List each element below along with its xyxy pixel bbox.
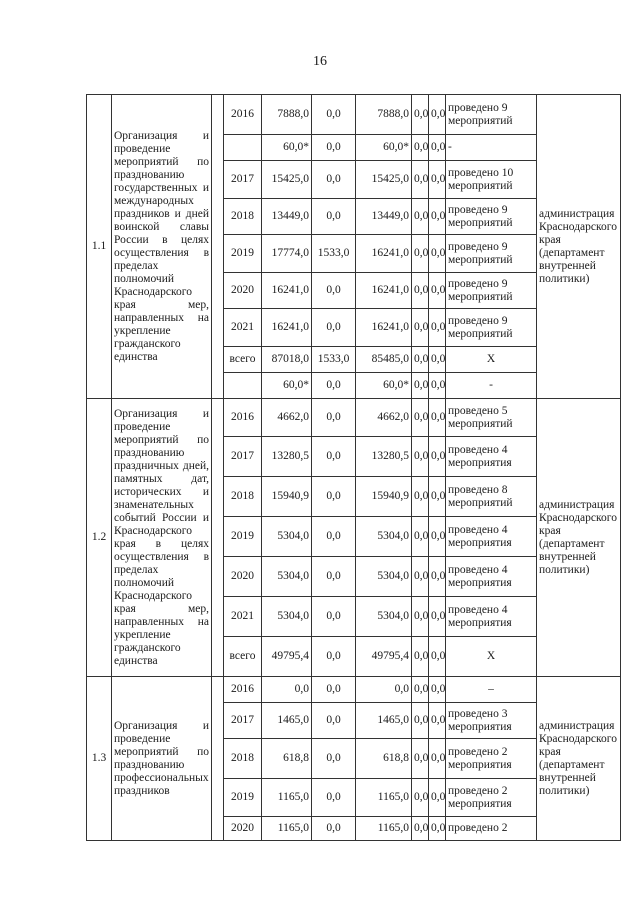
local-budget-cell: 0,0 [412,235,429,273]
federal-budget-cell: 0,0 [312,309,356,347]
federal-budget-cell: 0,0 [312,437,356,477]
year-cell: 2016 [224,399,262,437]
result-cell: проведено 10 мероприятий [446,161,537,199]
local-budget-cell: 0,0 [412,779,429,817]
regional-budget-cell: 16241,0 [356,235,412,273]
year-cell: 2017 [224,161,262,199]
result-cell: X [446,637,537,677]
result-cell: проведено 3 мероприятия [446,703,537,739]
local-budget-cell: 0,0 [412,557,429,597]
total-cell: 17774,0 [262,235,312,273]
result-cell: – [446,677,537,703]
federal-budget-cell: 0,0 [312,273,356,309]
local-budget-cell: 0,0 [412,199,429,235]
result-cell: проведено 5 мероприятий [446,399,537,437]
extra-budget-cell: 0,0 [429,597,446,637]
federal-budget-cell: 0,0 [312,779,356,817]
federal-budget-cell: 0,0 [312,817,356,841]
year-cell: 2020 [224,557,262,597]
federal-budget-cell: 0,0 [312,597,356,637]
regional-budget-cell: 13449,0 [356,199,412,235]
total-cell: 7888,0 [262,95,312,135]
year-cell: всего [224,347,262,373]
table-row [87,95,621,135]
regional-budget-cell: 1165,0 [356,779,412,817]
total-cell: 16241,0 [262,309,312,347]
year-cell: 2021 [224,597,262,637]
local-budget-cell: 0,0 [412,273,429,309]
federal-budget-cell: 0,0 [312,373,356,399]
regional-budget-cell: 49795,4 [356,637,412,677]
extra-budget-cell: 0,0 [429,235,446,273]
federal-budget-cell: 0,0 [312,95,356,135]
result-cell: проведено 9 мероприятий [446,95,537,135]
year-cell: 2017 [224,437,262,477]
result-cell: проведено 4 мероприятия [446,437,537,477]
column-separator [212,95,224,399]
federal-budget-cell: 0,0 [312,199,356,235]
local-budget-cell: 0,0 [412,437,429,477]
total-cell: 1165,0 [262,817,312,841]
result-cell: проведено 8 мероприятий [446,477,537,517]
year-cell: 2020 [224,817,262,841]
total-cell: 0,0 [262,677,312,703]
regional-budget-cell: 618,8 [356,739,412,779]
year-cell: 2017 [224,703,262,739]
regional-budget-cell: 15940,9 [356,477,412,517]
regional-budget-cell: 60,0* [356,135,412,161]
local-budget-cell: 0,0 [412,477,429,517]
local-budget-cell: 0,0 [412,637,429,677]
extra-budget-cell: 0,0 [429,817,446,841]
result-cell: проведено 2 [446,817,537,841]
regional-budget-cell: 5304,0 [356,557,412,597]
federal-budget-cell: 0,0 [312,637,356,677]
executor-cell: администрация Краснодарского края (департамент внутренней политики) [537,399,621,677]
extra-budget-cell: 0,0 [429,517,446,557]
extra-budget-cell: 0,0 [429,779,446,817]
total-cell: 5304,0 [262,557,312,597]
local-budget-cell: 0,0 [412,597,429,637]
extra-budget-cell: 0,0 [429,95,446,135]
result-cell: проведено 9 мероприятий [446,235,537,273]
table-row [87,399,621,437]
extra-budget-cell: 0,0 [429,739,446,779]
regional-budget-cell: 13280,5 [356,437,412,477]
result-cell: проведено 2 мероприятия [446,739,537,779]
regional-budget-cell: 1165,0 [356,817,412,841]
year-cell: 2019 [224,779,262,817]
extra-budget-cell: 0,0 [429,399,446,437]
extra-budget-cell: 0,0 [429,199,446,235]
year-cell: 2020 [224,273,262,309]
local-budget-cell: 0,0 [412,817,429,841]
total-cell: 60,0* [262,373,312,399]
total-cell: 4662,0 [262,399,312,437]
federal-budget-cell: 0,0 [312,477,356,517]
total-cell: 13449,0 [262,199,312,235]
column-separator [212,677,224,841]
year-cell: всего [224,637,262,677]
result-cell: проведено 9 мероприятий [446,199,537,235]
page-number: 16 [313,54,327,69]
total-cell: 1165,0 [262,779,312,817]
extra-budget-cell: 0,0 [429,373,446,399]
year-cell: 2019 [224,235,262,273]
local-budget-cell: 0,0 [412,95,429,135]
result-cell: проведено 9 мероприятий [446,309,537,347]
section-name: Организация и проведение мероприятий по празднованию профессиональных праздников [112,677,212,841]
result-cell: проведено 4 мероприятия [446,597,537,637]
year-cell [224,373,262,399]
regional-budget-cell: 16241,0 [356,309,412,347]
section-name: Организация и проведение мероприятий по празднованию праздничных дней, памятных дат, исторических и знаменательных событий России и Краснодарского края в целях осуществления в пределах полномочий Краснодарского края мер, направленных на укрепление гражданского единства [112,399,212,677]
year-cell: 2018 [224,199,262,235]
result-cell: - [446,135,537,161]
federal-budget-cell: 0,0 [312,703,356,739]
extra-budget-cell: 0,0 [429,161,446,199]
total-cell: 618,8 [262,739,312,779]
total-cell: 15425,0 [262,161,312,199]
year-cell: 2016 [224,677,262,703]
section-number: 1.2 [87,399,112,677]
column-separator [212,399,224,677]
year-cell: 2019 [224,517,262,557]
local-budget-cell: 0,0 [412,399,429,437]
federal-budget-cell: 0,0 [312,517,356,557]
year-cell: 2016 [224,95,262,135]
year-cell [224,135,262,161]
local-budget-cell: 0,0 [412,373,429,399]
extra-budget-cell: 0,0 [429,437,446,477]
extra-budget-cell: 0,0 [429,273,446,309]
local-budget-cell: 0,0 [412,309,429,347]
federal-budget-cell: 0,0 [312,399,356,437]
local-budget-cell: 0,0 [412,677,429,703]
budget-table [86,94,621,841]
federal-budget-cell: 0,0 [312,557,356,597]
section-number: 1.1 [87,95,112,399]
federal-budget-cell: 0,0 [312,161,356,199]
regional-budget-cell: 5304,0 [356,597,412,637]
local-budget-cell: 0,0 [412,161,429,199]
regional-budget-cell: 15425,0 [356,161,412,199]
extra-budget-cell: 0,0 [429,135,446,161]
year-cell: 2018 [224,739,262,779]
local-budget-cell: 0,0 [412,347,429,373]
federal-budget-cell: 1533,0 [312,235,356,273]
total-cell: 49795,4 [262,637,312,677]
result-cell: проведено 2 мероприятия [446,779,537,817]
executor-cell: администрация Краснодарского края (департамент внутренней политики) [537,95,621,399]
federal-budget-cell: 1533,0 [312,347,356,373]
regional-budget-cell: 16241,0 [356,273,412,309]
extra-budget-cell: 0,0 [429,677,446,703]
total-cell: 13280,5 [262,437,312,477]
year-cell: 2018 [224,477,262,517]
regional-budget-cell: 4662,0 [356,399,412,437]
section-name: Организация и проведение мероприятий по празднованию государственных и международных праздников и дней воинской славы России в целях осуществления в пределах полномочий Краснодарского края мер, направленных на укрепление гражданского единства [112,95,212,399]
total-cell: 5304,0 [262,597,312,637]
table-row [87,677,621,703]
federal-budget-cell: 0,0 [312,677,356,703]
extra-budget-cell: 0,0 [429,309,446,347]
extra-budget-cell: 0,0 [429,637,446,677]
year-cell: 2021 [224,309,262,347]
budget-table-container [86,94,620,841]
local-budget-cell: 0,0 [412,517,429,557]
result-cell: - [446,373,537,399]
extra-budget-cell: 0,0 [429,477,446,517]
extra-budget-cell: 0,0 [429,557,446,597]
regional-budget-cell: 7888,0 [356,95,412,135]
local-budget-cell: 0,0 [412,703,429,739]
total-cell: 16241,0 [262,273,312,309]
extra-budget-cell: 0,0 [429,347,446,373]
regional-budget-cell: 0,0 [356,677,412,703]
result-cell: проведено 9 мероприятий [446,273,537,309]
total-cell: 60,0* [262,135,312,161]
result-cell: X [446,347,537,373]
local-budget-cell: 0,0 [412,135,429,161]
result-cell: проведено 4 мероприятия [446,557,537,597]
total-cell: 87018,0 [262,347,312,373]
local-budget-cell: 0,0 [412,739,429,779]
result-cell: проведено 4 мероприятия [446,517,537,557]
regional-budget-cell: 5304,0 [356,517,412,557]
total-cell: 1465,0 [262,703,312,739]
extra-budget-cell: 0,0 [429,703,446,739]
regional-budget-cell: 85485,0 [356,347,412,373]
regional-budget-cell: 1465,0 [356,703,412,739]
executor-cell: администрация Краснодарского края (департамент внутренней политики) [537,677,621,841]
total-cell: 5304,0 [262,517,312,557]
section-number: 1.3 [87,677,112,841]
total-cell: 15940,9 [262,477,312,517]
federal-budget-cell: 0,0 [312,739,356,779]
regional-budget-cell: 60,0* [356,373,412,399]
federal-budget-cell: 0,0 [312,135,356,161]
